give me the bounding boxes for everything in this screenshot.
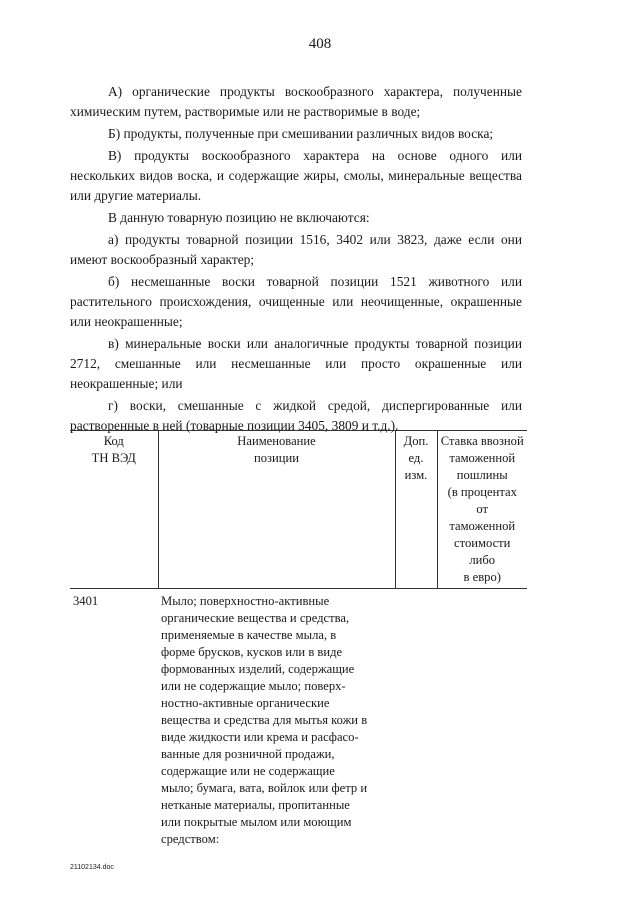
exclusion-a: а) продукты товарной позиции 1516, 3402 или 3823, даже если они имеют воскообразный характер; [70, 232, 522, 267]
table-row [70, 589, 527, 849]
row-unit [395, 589, 437, 849]
row-rate [437, 589, 527, 849]
row-code: 3401 [73, 594, 99, 608]
tariff-table [70, 430, 527, 848]
table-header-row [70, 431, 527, 589]
exclusion-v: в) минеральные воски или аналогичные продукты товарной позиции 2712, смешанные или несмешанные или просто окрашенные или неокрашенные; или [70, 336, 522, 391]
row-description: Мыло; поверхностно-активные органические вещества и средства, применяемые в качестве мыла, в форме брусков, кусков или в виде формованных изделий, содержащие или не содержащие мыло; поверх- ностно-активные органические вещества и средства для мытья кожи в виде жидкости или крема и расфасо- ванные для розничной продажи, содержащие или не содержащие мыло; бумага, вата, войлок или фетр и нетканые материалы, пропитанные или покрытые мылом или моющим средством: [161, 594, 368, 846]
header-name: Наименование позиции [158, 431, 395, 589]
body-text [70, 82, 522, 438]
footer-filename: 21102134.doc [70, 864, 114, 871]
exclusion-g: г) воски, смешанные с жидкой средой, диспергированные или растворенные в ней (товарные позиции 3405, 3809 и т.д.). [70, 398, 522, 433]
paragraph-b-upper: Б) продукты, полученные при смешивании различных видов воска; [108, 126, 494, 141]
paragraph-v-upper: В) продукты воскообразного характера на основе одного или нескольких видов воска, и содержащие жиры, смолы, минеральные вещества или другие материалы. [70, 148, 522, 203]
page-number: 408 [308, 36, 332, 52]
header-code: Код ТН ВЭД [70, 431, 158, 589]
exclusion-b: б) несмешанные воски товарной позиции 1521 животного или растительного происхождения, очищенные или неочищенные, окрашенные или неокрашенные; [70, 274, 522, 329]
header-unit: Доп. ед. изм. [395, 431, 437, 589]
paragraph-a-upper: А) органические продукты воскообразного характера, полученные химическим путем, растворимые или не растворимые в воде; [70, 84, 522, 119]
exclusions-heading: В данную товарную позицию не включаются: [108, 210, 370, 225]
header-rate: Ставка ввозной таможенной пошлины (в процентах от таможенной стоимости либо в евро) [437, 431, 527, 589]
